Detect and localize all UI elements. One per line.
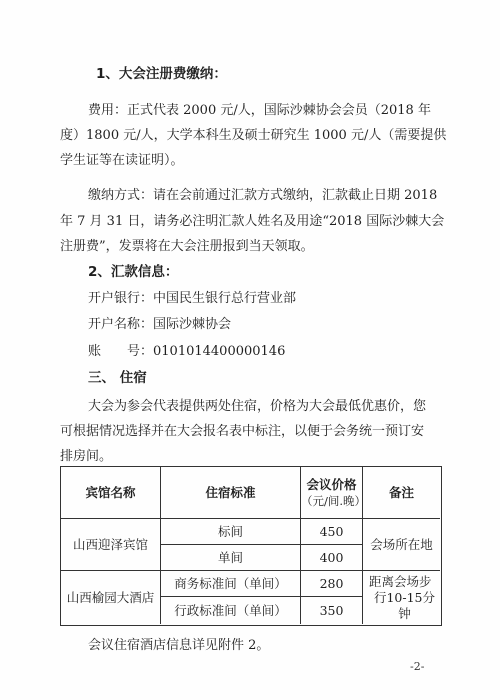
hotel-2-note-line1: 距离会场步 [369,573,432,589]
hotel-1-room-1-price: 450 [301,519,363,545]
hotel-1-room-1-standard: 标间 [161,519,301,545]
section2-heading: 2、汇款信息： [88,264,179,280]
section3-heading: 三、 住宿 [88,370,147,386]
intro-line-1: 大会为参会代表提供两处住宿，价格为大会最低优惠价，您 [88,399,427,414]
fee-line-3: 学生证等在读证明）。 [60,153,184,168]
hotel-1-room-2-price: 400 [301,545,363,571]
payment-line-1: 缴纳方式：请在会前通过汇款方式缴纳，汇款截止日期 2018 [88,188,438,203]
intro-line-3: 排房间。 [60,449,113,464]
accommodation-table [60,466,442,626]
hotel-2-room-1-standard: 商务标准间（单间） [161,571,301,597]
hotel-2-note-line2: 行10-15分钟 [373,589,436,621]
header-price-line2: （元/间.晚） [301,493,367,508]
account-number: 账 号：0101014400000146 [88,344,286,359]
header-room-standard: 住宿标准 [161,467,301,519]
header-hotel-name: 宾馆名称 [61,467,161,519]
hotel-1-room-2-standard: 单间 [161,545,301,571]
payment-line-2: 年 7 月 31 日，请务必注明汇款人姓名及用途“2018 国际沙棘大会 [60,214,445,229]
header-price-line1: 会议价格 [306,476,357,492]
hotel-2-note [363,571,440,624]
header-note: 备注 [363,467,440,519]
account-name: 开户名称：国际沙棘协会 [88,317,232,332]
hotel-info-footnote: 会议住宿酒店信息详见附件 2。 [88,638,270,653]
intro-line-2: 可根据情况选择并在大会报名表中标注，以便于会务统一预订安 [60,424,425,439]
hotel-1-name: 山西迎泽宾馆 [61,519,161,571]
header-price [301,467,367,519]
bank-name: 开户银行：中国民生银行总行营业部 [88,291,297,306]
hotel-2-room-2-standard: 行政标准间（单间） [161,597,301,624]
page-number: -2- [410,660,425,673]
hotel-2-name: 山西榆园大酒店 [61,571,161,624]
hotel-1-note: 会场所在地 [363,519,440,571]
fee-line-2: 度）1800 元/人，大学本科生及硕士研究生 1000 元/人（需要提供 [60,128,447,143]
hotel-2-room-1-price: 280 [301,571,363,597]
section1-heading: 1、大会注册费缴纳： [96,66,227,82]
payment-line-3: 注册费”，发票将在大会注册报到当天领取。 [60,239,314,254]
fee-line-1: 费用：正式代表 2000 元/人，国际沙棘协会会员（2018 年 [88,103,431,118]
hotel-2-room-2-price: 350 [301,597,363,624]
